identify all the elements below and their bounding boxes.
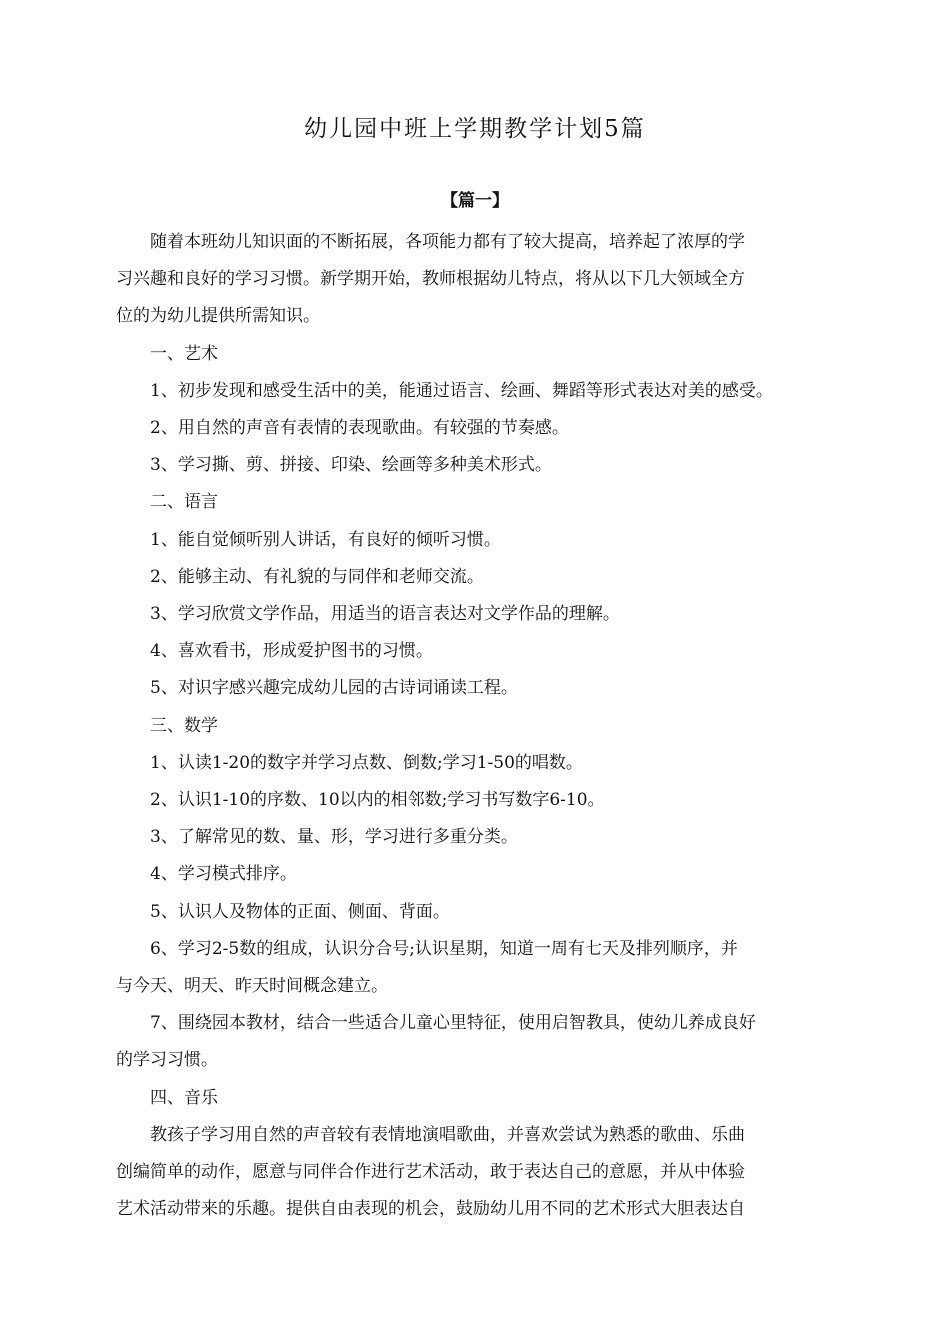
- paragraph-line: 习兴趣和良好的学习习惯。新学期开始，教师根据幼儿特点，将从以下几大领域全方: [116, 269, 745, 290]
- list-item-continuation: 的学习习惯。: [116, 1050, 218, 1071]
- list-item: 2、能够主动、有礼貌的与同伴和老师交流。: [150, 566, 484, 587]
- subheading-math: 三、数学: [150, 715, 218, 736]
- paragraph-line: 创编简单的动作，愿意与同伴合作进行艺术活动，敢于表达自己的意愿，并从中体验: [116, 1162, 745, 1183]
- list-item: 3、学习欣赏文学作品，用适当的语言表达对文学作品的理解。: [150, 604, 620, 625]
- list-item: 7、围绕园本教材，结合一些适合儿童心里特征，使用启智教具，使幼儿养成良好: [150, 1013, 756, 1034]
- list-item: 2、用自然的声音有表情的表现歌曲。有较强的节奏感。: [150, 418, 569, 439]
- paragraph-line: 教孩子学习用自然的声音较有表情地演唱歌曲，并喜欢尝试为熟悉的歌曲、乐曲: [150, 1124, 745, 1145]
- paragraph-line: 随着本班幼儿知识面的不断拓展，各项能力都有了较大提高，培养起了浓厚的学: [150, 232, 745, 252]
- list-item: 6、学习2-5数的组成，认识分合号;认识星期，知道一周有七天及排列顺序，并: [150, 938, 738, 959]
- subheading-music: 四、音乐: [150, 1087, 218, 1108]
- list-item: 4、学习模式排序。: [150, 864, 297, 885]
- subheading-art: 一、艺术: [150, 343, 218, 364]
- list-item: 1、能自觉倾听别人讲话，有良好的倾听习惯。: [150, 529, 501, 550]
- list-item-continuation: 与今天、明天、昨天时间概念建立。: [116, 976, 388, 997]
- list-item: 3、了解常见的数、量、形，学习进行多重分类。: [150, 827, 518, 848]
- paragraph-line: 位的为幼儿提供所需知识。: [116, 306, 320, 327]
- list-item: 5、对识字感兴趣完成幼儿园的古诗词诵读工程。: [150, 678, 518, 699]
- document-title: 幼儿园中班上学期教学计划5篇: [304, 116, 646, 142]
- list-item: 1、初步发现和感受生活中的美，能通过语言、绘画、舞蹈等形式表达对美的感受。: [150, 380, 773, 401]
- list-item: 1、认读1-20的数字并学习点数、倒数;学习1-50的唱数。: [150, 752, 583, 773]
- section-heading: 【篇一】: [441, 191, 509, 211]
- list-item: 5、认识人及物体的正面、侧面、背面。: [150, 901, 450, 922]
- list-item: 2、认识1-10的序数、10以内的相邻数;学习书写数字6-10。: [150, 790, 605, 811]
- subheading-language: 二、语言: [150, 492, 218, 513]
- list-item: 4、喜欢看书，形成爱护图书的习惯。: [150, 641, 433, 662]
- list-item: 3、学习撕、剪、拼接、印染、绘画等多种美术形式。: [150, 455, 552, 476]
- paragraph-line: 艺术活动带来的乐趣。提供自由表现的机会，鼓励幼儿用不同的艺术形式大胆表达自: [116, 1199, 745, 1220]
- document-body: [116, 224, 846, 1228]
